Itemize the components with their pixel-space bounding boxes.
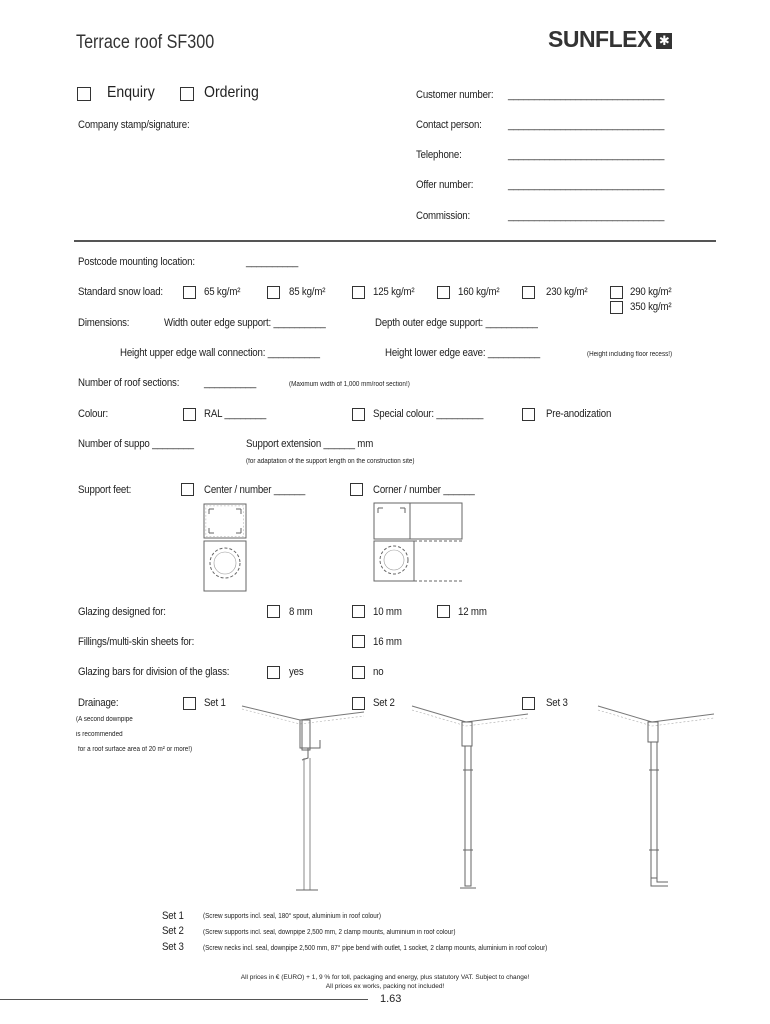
support-feet-label: Support feet: [78, 484, 132, 496]
logo-sun-icon: ✱ [656, 33, 672, 49]
dimensions-label: Dimensions: [78, 317, 130, 329]
customer-number-label: Customer number: [416, 89, 494, 101]
snow-160-checkbox[interactable] [437, 286, 450, 299]
snow-85-label: 85 kg/m² [289, 286, 326, 298]
corner-foot-diagram [373, 502, 465, 586]
snow-160-label: 160 kg/m² [458, 286, 500, 298]
snow-290-checkbox[interactable] [610, 286, 623, 299]
drainage-set3-label: Set 3 [546, 697, 568, 709]
fillings-label: Fillings/multi-skin sheets for: [78, 636, 195, 648]
set2-description: (Screw supports incl. seal, downpipe 2,500 mm, 2 clamp mounts, aluminium in roof colour) [203, 929, 456, 936]
snow-290-label: 290 kg/m² [630, 286, 672, 298]
glazing-10mm-checkbox[interactable] [352, 605, 365, 618]
width-outer-edge-field[interactable]: Width outer edge support: __________ [164, 317, 326, 329]
special-colour-field[interactable]: Special colour: _________ [373, 408, 484, 420]
logo-text: SUNFLEX [548, 26, 652, 52]
set3-name: Set 3 [162, 941, 184, 953]
postcode-field[interactable]: __________ [246, 256, 299, 268]
postcode-label: Postcode mounting location: [78, 256, 195, 268]
snow-125-label: 125 kg/m² [373, 286, 415, 298]
corner-feet-field[interactable]: Corner / number ______ [373, 484, 475, 496]
roof-sections-label: Number of roof sections: [78, 377, 180, 389]
height-note: (Height including floor recess!) [587, 351, 673, 358]
roof-sections-note: (Maximum width of 1,000 mm/roof section!) [289, 381, 410, 388]
footer-rule [0, 999, 368, 1000]
center-feet-checkbox[interactable] [181, 483, 194, 496]
fillings-16mm-checkbox[interactable] [352, 635, 365, 648]
ordering-checkbox[interactable] [180, 87, 194, 101]
offer-number-label: Offer number: [416, 179, 474, 191]
commission-field[interactable]: ______________________________ [508, 210, 665, 222]
glazing-8mm-label: 8 mm [289, 606, 313, 618]
center-foot-diagram [203, 503, 249, 593]
snow-125-checkbox[interactable] [352, 286, 365, 299]
corner-feet-checkbox[interactable] [350, 483, 363, 496]
enquiry-label: Enquiry [107, 84, 155, 101]
set3-description: (Screw necks incl. seal, downpipe 2,500 mm, 87° pipe bend with outlet, 1 socket, 2 clamp mounts, aluminium in roof colour) [203, 945, 548, 952]
height-lower-edge-field[interactable]: Height lower edge eave: __________ [385, 347, 540, 359]
colour-label: Colour: [78, 408, 108, 420]
drainage-set2-diagram [410, 700, 530, 895]
support-extension-field[interactable]: Support extension ______ mm [246, 438, 374, 450]
glazing-bars-yes-checkbox[interactable] [267, 666, 280, 679]
snow-230-label: 230 kg/m² [546, 286, 588, 298]
drainage-set1-diagram [240, 700, 366, 895]
snow-load-label: Standard snow load: [78, 286, 163, 298]
glazing-bars-no-checkbox[interactable] [352, 666, 365, 679]
height-upper-edge-field[interactable]: Height upper edge wall connection: __________ [120, 347, 320, 359]
telephone-label: Telephone: [416, 149, 462, 161]
contact-person-label: Contact person: [416, 119, 482, 131]
pre-anodization-checkbox[interactable] [522, 408, 535, 421]
contact-person-field[interactable]: ______________________________ [508, 119, 665, 131]
sunflex-logo [548, 26, 672, 53]
ordering-label: Ordering [204, 84, 259, 101]
drainage-note-1: (A second downpipe [76, 716, 133, 723]
drainage-label: Drainage: [78, 697, 119, 709]
snow-65-label: 65 kg/m² [204, 286, 241, 298]
company-stamp-label: Company stamp/signature: [78, 119, 190, 131]
number-of-supports-field[interactable]: Number of suppo ________ [78, 438, 194, 450]
center-feet-field[interactable]: Center / number ______ [204, 484, 306, 496]
roof-sections-field[interactable]: __________ [204, 377, 257, 389]
glazing-12mm-checkbox[interactable] [437, 605, 450, 618]
drainage-set2-label: Set 2 [373, 697, 395, 709]
glazing-bars-yes-label: yes [289, 666, 304, 678]
snow-85-checkbox[interactable] [267, 286, 280, 299]
header-divider [74, 240, 716, 242]
drainage-set1-checkbox[interactable] [183, 697, 196, 710]
snow-65-checkbox[interactable] [183, 286, 196, 299]
glazing-bars-label: Glazing bars for division of the glass: [78, 666, 230, 678]
drainage-set1-label: Set 1 [204, 697, 226, 709]
pre-anodization-label: Pre-anodization [546, 408, 612, 420]
fillings-16mm-label: 16 mm [373, 636, 402, 648]
ral-field[interactable]: RAL ________ [204, 408, 267, 420]
glazing-12mm-label: 12 mm [458, 606, 487, 618]
glazing-10mm-label: 10 mm [373, 606, 402, 618]
depth-outer-edge-field[interactable]: Depth outer edge support: __________ [375, 317, 538, 329]
glazing-bars-no-label: no [373, 666, 384, 678]
footer-prices-note: All prices in € (EURO) + 1, 9 % for toll, packaging and energy, plus statutory VAT. Subject to change! [240, 974, 530, 981]
snow-230-checkbox[interactable] [522, 286, 535, 299]
page-title: Terrace roof SF300 [76, 32, 215, 53]
commission-label: Commission: [416, 210, 471, 222]
glazing-label: Glazing designed for: [78, 606, 166, 618]
customer-number-field[interactable]: ______________________________ [508, 89, 665, 101]
set1-name: Set 1 [162, 910, 184, 922]
drainage-note-2: is recommended [76, 731, 123, 738]
snow-350-checkbox[interactable] [610, 301, 623, 314]
set2-name: Set 2 [162, 925, 184, 937]
ral-checkbox[interactable] [183, 408, 196, 421]
page-number: 1.63 [380, 993, 402, 1005]
drainage-note-3: for a roof surface area of 20 m² or more!) [78, 746, 193, 753]
support-extension-note: (for adaptation of the support length on the construction site) [246, 458, 415, 465]
offer-number-field[interactable]: ______________________________ [508, 179, 665, 191]
special-colour-checkbox[interactable] [352, 408, 365, 421]
snow-350-label: 350 kg/m² [630, 301, 672, 313]
telephone-field[interactable]: ______________________________ [508, 149, 665, 161]
glazing-8mm-checkbox[interactable] [267, 605, 280, 618]
footer-packing-note: All prices ex works, packing not included! [325, 983, 445, 990]
drainage-set3-diagram [596, 700, 716, 895]
set1-description: (Screw supports incl. seal, 180° spout, aluminium in roof colour) [203, 913, 381, 920]
enquiry-checkbox[interactable] [77, 87, 91, 101]
